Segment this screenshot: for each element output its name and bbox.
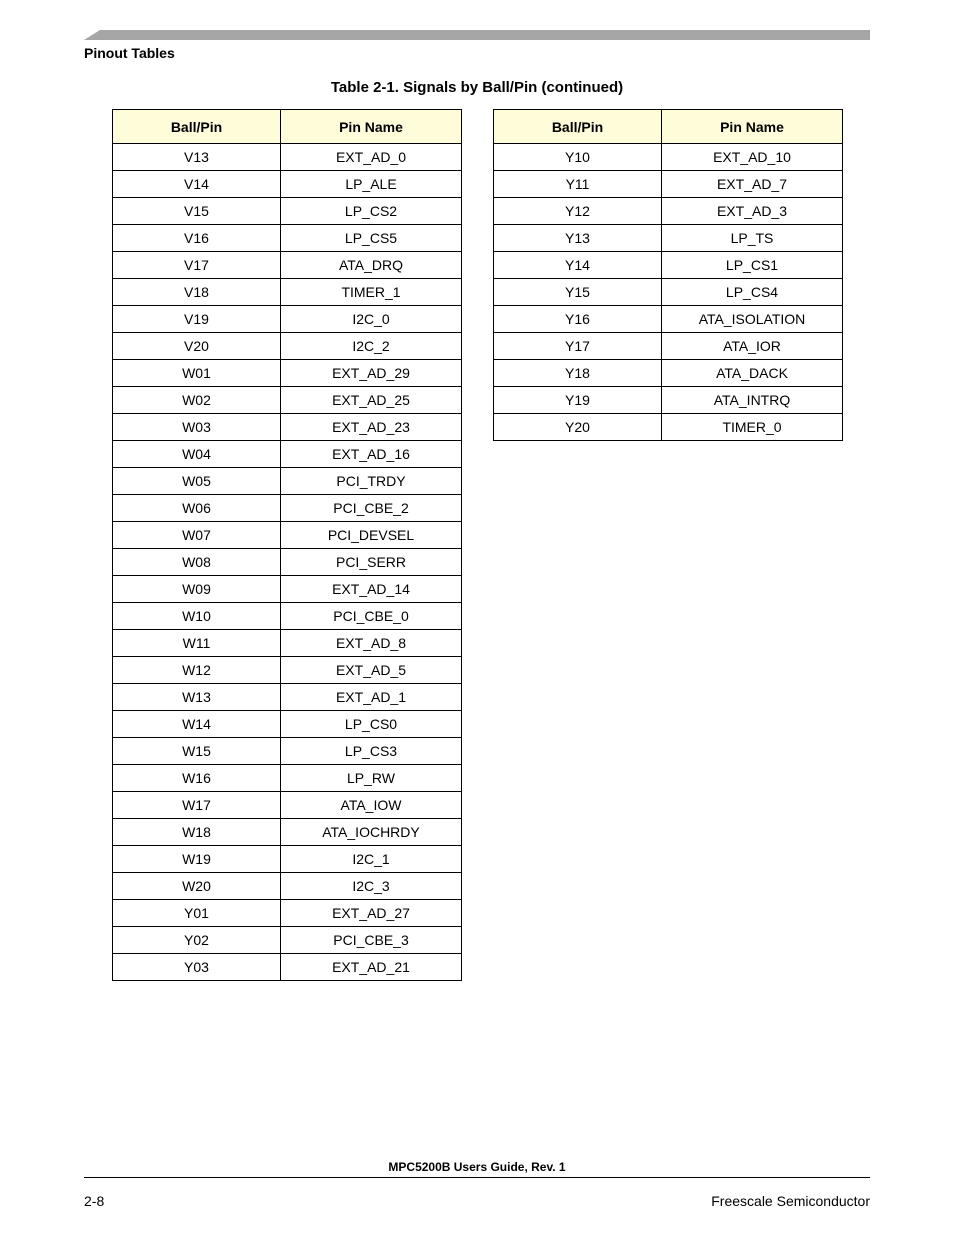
table-row — [113, 549, 462, 576]
ball-cell: Y03 — [113, 954, 281, 981]
pin-name-cell: LP_CS1 — [662, 252, 843, 279]
table-row — [113, 576, 462, 603]
table-row — [113, 711, 462, 738]
ball-cell: Y16 — [494, 306, 662, 333]
ball-cell: W10 — [113, 603, 281, 630]
column-header-ball: Ball/Pin — [113, 110, 281, 144]
pin-name-cell: EXT_AD_16 — [281, 441, 462, 468]
table-row — [494, 306, 843, 333]
table-row — [113, 387, 462, 414]
ball-cell: Y10 — [494, 144, 662, 171]
ball-cell: W20 — [113, 873, 281, 900]
signals-table-right — [493, 109, 843, 441]
pin-name-cell: EXT_AD_21 — [281, 954, 462, 981]
ball-cell: Y15 — [494, 279, 662, 306]
pin-name-cell: ATA_DRQ — [281, 252, 462, 279]
footer-doc-title: MPC5200B Users Guide, Rev. 1 — [388, 1160, 566, 1174]
signals-table-left — [112, 109, 462, 981]
table-row — [113, 657, 462, 684]
table-row — [113, 171, 462, 198]
ball-cell: W03 — [113, 414, 281, 441]
column-header-pin: Pin Name — [281, 110, 462, 144]
ball-cell: V17 — [113, 252, 281, 279]
ball-cell: Y13 — [494, 225, 662, 252]
table-row — [113, 360, 462, 387]
pin-name-cell: EXT_AD_29 — [281, 360, 462, 387]
ball-cell: W08 — [113, 549, 281, 576]
table-row — [494, 387, 843, 414]
ball-cell: W16 — [113, 765, 281, 792]
pin-name-cell: EXT_AD_8 — [281, 630, 462, 657]
table-row — [113, 738, 462, 765]
table-row — [113, 954, 462, 981]
table-header-row — [113, 110, 462, 144]
pin-name-cell: EXT_AD_1 — [281, 684, 462, 711]
ball-cell: Y18 — [494, 360, 662, 387]
pin-name-cell: PCI_CBE_0 — [281, 603, 462, 630]
table-caption: Table 2-1. Signals by Ball/Pin (continued) — [330, 79, 624, 96]
ball-cell: Y14 — [494, 252, 662, 279]
pin-name-cell: ATA_IOW — [281, 792, 462, 819]
table-row — [113, 414, 462, 441]
ball-cell: V20 — [113, 333, 281, 360]
table-row — [113, 846, 462, 873]
pin-name-cell: ATA_INTRQ — [662, 387, 843, 414]
ball-cell: W18 — [113, 819, 281, 846]
table-row — [113, 225, 462, 252]
table-row — [113, 306, 462, 333]
pin-name-cell: PCI_DEVSEL — [281, 522, 462, 549]
table-row — [113, 441, 462, 468]
table-row — [494, 279, 843, 306]
pin-name-cell: TIMER_0 — [662, 414, 843, 441]
ball-cell: Y20 — [494, 414, 662, 441]
table-row — [113, 819, 462, 846]
ball-cell: Y01 — [113, 900, 281, 927]
table-row — [113, 792, 462, 819]
table-row — [113, 198, 462, 225]
ball-cell: V19 — [113, 306, 281, 333]
pin-name-cell: I2C_1 — [281, 846, 462, 873]
ball-cell: W07 — [113, 522, 281, 549]
ball-cell: Y12 — [494, 198, 662, 225]
ball-cell: W14 — [113, 711, 281, 738]
pin-name-cell: ATA_IOCHRDY — [281, 819, 462, 846]
footer-divider — [84, 1177, 870, 1178]
pin-name-cell: I2C_3 — [281, 873, 462, 900]
ball-cell: W11 — [113, 630, 281, 657]
table-row — [113, 468, 462, 495]
pin-name-cell: PCI_CBE_2 — [281, 495, 462, 522]
table-row — [113, 900, 462, 927]
pin-name-cell: ATA_IOR — [662, 333, 843, 360]
ball-cell: W02 — [113, 387, 281, 414]
pin-name-cell: EXT_AD_5 — [281, 657, 462, 684]
pin-name-cell: EXT_AD_23 — [281, 414, 462, 441]
ball-cell: W13 — [113, 684, 281, 711]
table-row — [113, 252, 462, 279]
pin-name-cell: PCI_SERR — [281, 549, 462, 576]
ball-cell: V13 — [113, 144, 281, 171]
table-row — [113, 684, 462, 711]
pin-name-cell: EXT_AD_27 — [281, 900, 462, 927]
pin-name-cell: EXT_AD_3 — [662, 198, 843, 225]
company-name: Freescale Semiconductor — [711, 1193, 870, 1209]
pin-name-cell: PCI_CBE_3 — [281, 927, 462, 954]
pin-name-cell: I2C_2 — [281, 333, 462, 360]
ball-cell: V18 — [113, 279, 281, 306]
ball-cell: W05 — [113, 468, 281, 495]
column-header-ball: Ball/Pin — [494, 110, 662, 144]
section-title: Pinout Tables — [84, 45, 175, 61]
table-row — [113, 630, 462, 657]
ball-cell: W17 — [113, 792, 281, 819]
ball-cell: Y17 — [494, 333, 662, 360]
table-row — [494, 333, 843, 360]
table-row — [494, 171, 843, 198]
table-row — [113, 927, 462, 954]
pin-name-cell: LP_CS5 — [281, 225, 462, 252]
pin-name-cell: LP_CS0 — [281, 711, 462, 738]
pin-name-cell: LP_TS — [662, 225, 843, 252]
pin-name-cell: LP_RW — [281, 765, 462, 792]
ball-cell: W12 — [113, 657, 281, 684]
ball-cell: V14 — [113, 171, 281, 198]
ball-cell: V15 — [113, 198, 281, 225]
pin-name-cell: LP_ALE — [281, 171, 462, 198]
ball-cell: Y02 — [113, 927, 281, 954]
ball-cell: W15 — [113, 738, 281, 765]
table-row — [113, 144, 462, 171]
pin-name-cell: EXT_AD_10 — [662, 144, 843, 171]
pin-name-cell: EXT_AD_0 — [281, 144, 462, 171]
table-row — [494, 414, 843, 441]
table-row — [494, 360, 843, 387]
pin-name-cell: EXT_AD_14 — [281, 576, 462, 603]
page-number: 2-8 — [84, 1193, 105, 1209]
table-row — [494, 198, 843, 225]
pin-name-cell: EXT_AD_7 — [662, 171, 843, 198]
pin-name-cell: TIMER_1 — [281, 279, 462, 306]
table-row — [113, 603, 462, 630]
table-row — [494, 225, 843, 252]
table-row — [113, 495, 462, 522]
pin-name-cell: LP_CS3 — [281, 738, 462, 765]
pin-name-cell: LP_CS4 — [662, 279, 843, 306]
pin-name-cell: ATA_DACK — [662, 360, 843, 387]
pin-name-cell: PCI_TRDY — [281, 468, 462, 495]
ball-cell: W04 — [113, 441, 281, 468]
pin-name-cell: ATA_ISOLATION — [662, 306, 843, 333]
ball-cell: W09 — [113, 576, 281, 603]
table-row — [113, 873, 462, 900]
table-row — [113, 522, 462, 549]
header-bar — [84, 30, 870, 40]
table-row — [494, 144, 843, 171]
column-header-pin: Pin Name — [662, 110, 843, 144]
ball-cell: W06 — [113, 495, 281, 522]
table-row — [494, 252, 843, 279]
ball-cell: Y19 — [494, 387, 662, 414]
table-row — [113, 765, 462, 792]
pin-name-cell: I2C_0 — [281, 306, 462, 333]
table-row — [113, 333, 462, 360]
table-row — [113, 279, 462, 306]
ball-cell: W19 — [113, 846, 281, 873]
pin-name-cell: LP_CS2 — [281, 198, 462, 225]
table-header-row — [494, 110, 843, 144]
pin-name-cell: EXT_AD_25 — [281, 387, 462, 414]
ball-cell: W01 — [113, 360, 281, 387]
ball-cell: V16 — [113, 225, 281, 252]
ball-cell: Y11 — [494, 171, 662, 198]
